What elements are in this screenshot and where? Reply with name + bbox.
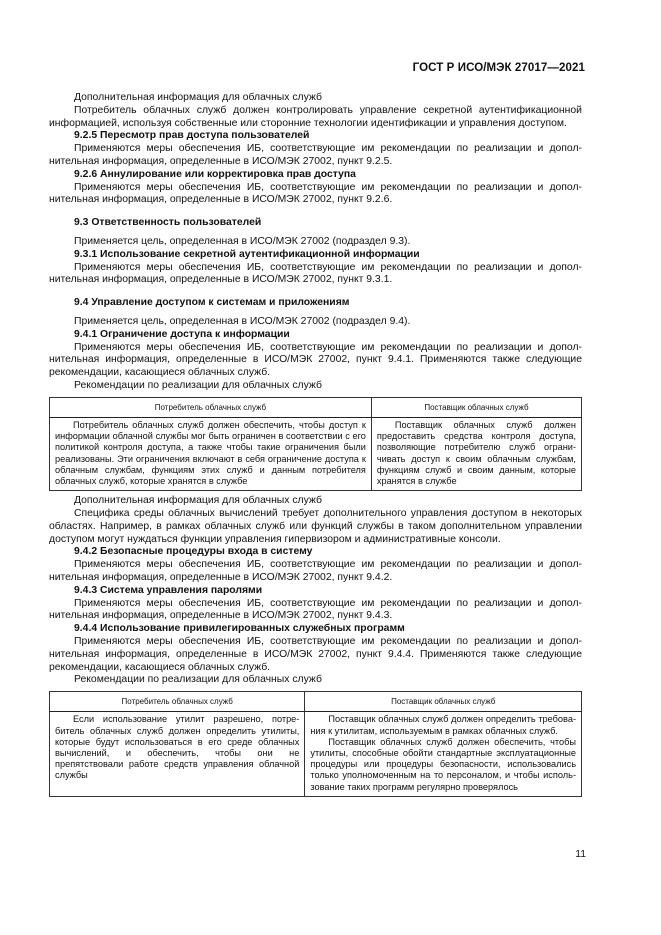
section-heading: 9.4 Управление доступом к системам и приложениям	[74, 297, 350, 309]
paragraph: Потребитель облачных служб должен контролировать управление секретной аутентификационной информацией, используя собственные или сторонние технологии идентификации и управления доступом.	[49, 104, 582, 129]
consumer-cell	[50, 712, 305, 796]
section-heading: 9.3.1 Использование секретной аутентификационной информации	[74, 248, 420, 260]
section-heading: 9.4.2 Безопасные процедуры входа в систему	[74, 546, 313, 558]
paragraph: Специфика среды облачных вычислений требует дополнительного управления доступом в некоторых областях. Например, в рамках облачных служб или функций службы в таком дополнительном управлении доступом могут нуждаться функции управления гипервизором и административные консоли.	[49, 507, 582, 545]
paragraph: Применяются меры обеспечения ИБ, соответствующие им рекомендации по реализации и дополнительная информация, определенные в ИСО/МЭК 27002, пункт 9.2.5.	[49, 143, 582, 167]
section-heading: 9.4.3 Система управления паролями	[74, 584, 263, 596]
recommendations-table	[49, 397, 582, 491]
provider-cell	[371, 417, 581, 490]
recommendations-table	[49, 691, 582, 797]
paragraph: Применяются меры обеспечения ИБ, соответствующие им рекомендации по реализации и дополнительная информация, определенные в ИСО/МЭК 27002, пункт 9.4.4. Применяются также следующие рекомендации, касающиеся облачных служб.	[49, 635, 582, 673]
cell-paragraph: Поставщик облачных служб должен обеспечить, чтобы утилиты, способные обойти стандартные эксплуатационные процедуры или процедуры безопасности, использовались только уполномоченным на то персоналом, и чтобы использование таких программ регулярно проверялось	[310, 736, 576, 792]
document-body	[49, 92, 582, 801]
cell-paragraph: Поставщик облачных служб должен определить требования к утилитам, используемым в рамках облачных служб.	[310, 714, 576, 736]
paragraph: Рекомендации по реализации для облачных служб	[74, 379, 322, 391]
section-heading: 9.3 Ответственность пользователей	[74, 217, 262, 229]
column-header-consumer: Потребитель облачных служб	[50, 397, 372, 417]
paragraph: Применяются меры обеспечения ИБ, соответствующие им рекомендации по реализации и дополнительная информация, определенные в ИСО/МЭК 27002, пункт 9.4.3.	[49, 597, 582, 622]
section-heading: 9.2.6 Аннулирование или корректировка прав доступа	[74, 168, 356, 180]
paragraph: Применяются меры обеспечения ИБ, соответствующие им рекомендации по реализации и дополнительная информация, определенные в ИСО/МЭК 27002, пункт 9.2.6.	[49, 181, 582, 206]
paragraph: Дополнительная информация для облачных служб	[74, 495, 322, 507]
column-header-provider: Поставщик облачных служб	[305, 692, 582, 712]
standard-header: ГОСТ Р ИСО/МЭК 27017—2021	[412, 62, 585, 74]
consumer-cell	[50, 417, 372, 490]
paragraph: Применяются меры обеспечения ИБ, соответствующие им рекомендации по реализации и дополнительная информация, определенные в ИСО/МЭК 27002, пункт 9.3.1.	[49, 261, 582, 286]
column-header-provider: Поставщик облачных служб	[371, 397, 581, 417]
cell-paragraph: Поставщик облачных служб должен предоставить средства контроля доступа, позволяющие потребителю служб ограничивать доступ к своим облачным службам, функциям служб и своим данным, которые хранятся в службе	[376, 419, 576, 486]
provider-cell	[305, 712, 582, 796]
section-heading: 9.4.1 Ограничение доступа к информации	[74, 328, 290, 340]
paragraph: Применяется цель, определенная в ИСО/МЭК 27002 (подраздел 9.3).	[74, 235, 411, 247]
page-number: 11	[575, 849, 586, 860]
paragraph: Дополнительная информация для облачных служб	[74, 92, 322, 103]
section-heading: 9.4.4 Использование привилегированных служебных программ	[74, 623, 405, 635]
column-header-consumer: Потребитель облачных служб	[50, 692, 305, 712]
cell-paragraph: Потребитель облачных служб должен обеспечить, чтобы доступ к информации облачной службы мог быть ограничен в соответствии с его политикой контроля доступа, а также чтобы такие ограничения были реализованы. Эти ограничения включают в себя ограничение доступа к облачным службам, функциям этих служб и данным потребителя облачных служб, которые хранятся в службе	[55, 419, 366, 486]
paragraph: Рекомендации по реализации для облачных служб	[74, 674, 322, 686]
paragraph: Применяется цель, определенная в ИСО/МЭК 27002 (подраздел 9.4).	[74, 315, 411, 327]
cell-paragraph: Если использование утилит разрешено, потребитель облачных служб должен определить утилиты, которые будут использоваться в его среде облачных вычислений, и обеспечить, чтобы они не препятствовали работе средств управления облачной службы	[55, 714, 300, 781]
paragraph: Применяются меры обеспечения ИБ, соответствующие им рекомендации по реализации и дополнительная информация, определенные в ИСО/МЭК 27002, пункт 9.4.2.	[49, 559, 582, 583]
section-heading: 9.2.5 Пересмотр прав доступа пользователей	[74, 130, 310, 142]
paragraph: Применяются меры обеспечения ИБ, соответствующие им рекомендации по реализации и дополнительная информация, определенные в ИСО/МЭК 27002, пункт 9.4.1. Применяются также следующие рекомендации, касающиеся облачных служб.	[49, 341, 582, 379]
